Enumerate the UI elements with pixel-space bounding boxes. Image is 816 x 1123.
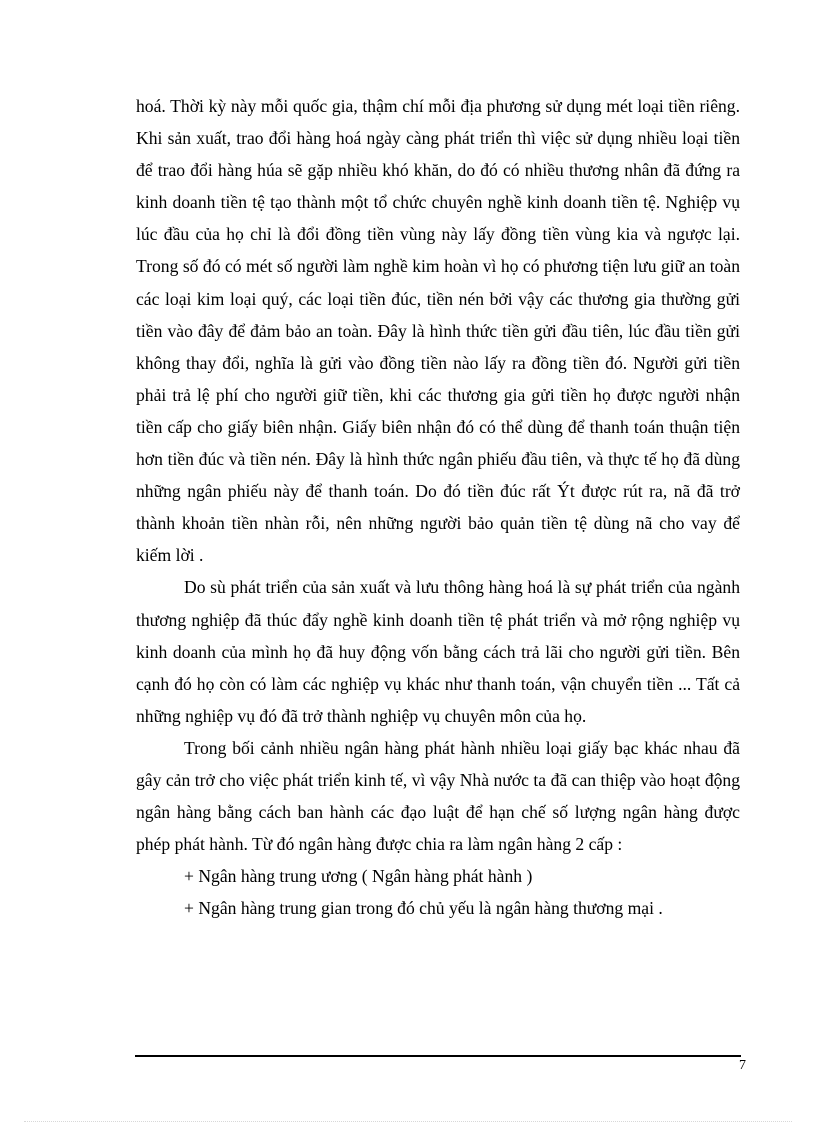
paragraph-two-tier-banking: Trong bối cảnh nhiều ngân hàng phát hành nhiều loại giấy bạc khác nhau đã gây cản trở cho việc phát triển kinh tế, vì vậy Nhà nước ta đã can thiệp vào hoạt động ngân hàng bằng cách ban hành các đạo luật để hạn chế số lượng ngân hàng được phép phát hành. Từ đó ngân hàng được chia ra làm ngân hàng 2 cấp : (136, 737, 740, 855)
footer-rule (135, 1055, 741, 1057)
page-edge-divider (24, 1121, 792, 1122)
list-item-central-bank: + Ngân hàng trung ương ( Ngân hàng phát hành ) (184, 866, 533, 887)
paragraph-continuation: hoá. Thời kỳ này mỗi quốc gia, thậm chí mỗi địa phương sử dụng mét loại tiền riêng. Khi sản xuất, trao đổi hàng hoá ngày càng phát triển thì việc sử dụng nhiều loại tiền để trao đổi hàng húa sẽ gặp nhiều khó khăn, do đó có nhiều thương nhân đã đứng ra kinh doanh tiền tệ tạo thành một tổ chức chuyên nghề kinh doanh tiền tệ. Nghiệp vụ lúc đầu của họ chỉ là đổi đồng tiền vùng này lấy đồng tiền vùng kia và ngược lại. Trong số đó có mét số người làm nghề kim hoàn vì họ có phương tiện lưu giữ an toàn các loại kim loại quý, các loại tiền đúc, tiền nén bởi vậy các thương gia thường gửi tiền vào đây để đảm bảo an toàn. Đây là hình thức tiền gửi đầu tiên, lúc đầu tiền gửi không thay đổi, nghĩa là gửi vào đồng tiền nào lấy ra đồng tiền đó. Người gửi tiền phải trả lệ phí cho người giữ tiền, khi các thương gia gửi tiền họ được người nhận tiền cấp cho giấy biên nhận. Giấy biên nhận đó có thể dùng để thanh toán thuận tiện hơn tiền đúc và tiền nén. Đây là hình thức ngân phiếu đầu tiên, và thực tế họ đã dùng những ngân phiếu này để thanh toán. Do đó tiền đúc rất Ýt được rút ra, nã đã trở thành khoản tiền nhàn rỗi, nên những người bảo quản tiền tệ dùng nã cho vay để kiếm lời . (136, 96, 740, 566)
page-number: 7 (739, 1058, 746, 1073)
paragraph-commerce-development: Do sù phát triển của sản xuất và lưu thông hàng hoá là sự phát triển của ngành thương nghiệp đã thúc đẩy nghề kinh doanh tiền tệ phát triển và mở rộng nghiệp vụ kinh doanh của mình họ đã huy động vốn bằng cách trả lãi cho người gửi tiền. Bên cạnh đó họ còn có làm các nghiệp vụ khác như thanh toán, vận chuyển tiền ... Tất cả những nghiệp vụ đó đã trở thành nghiệp vụ chuyên môn của họ. (136, 577, 740, 726)
list-item-intermediary-bank: + Ngân hàng trung gian trong đó chủ yếu là ngân hàng thương mại . (184, 898, 663, 919)
body-text (136, 90, 740, 924)
